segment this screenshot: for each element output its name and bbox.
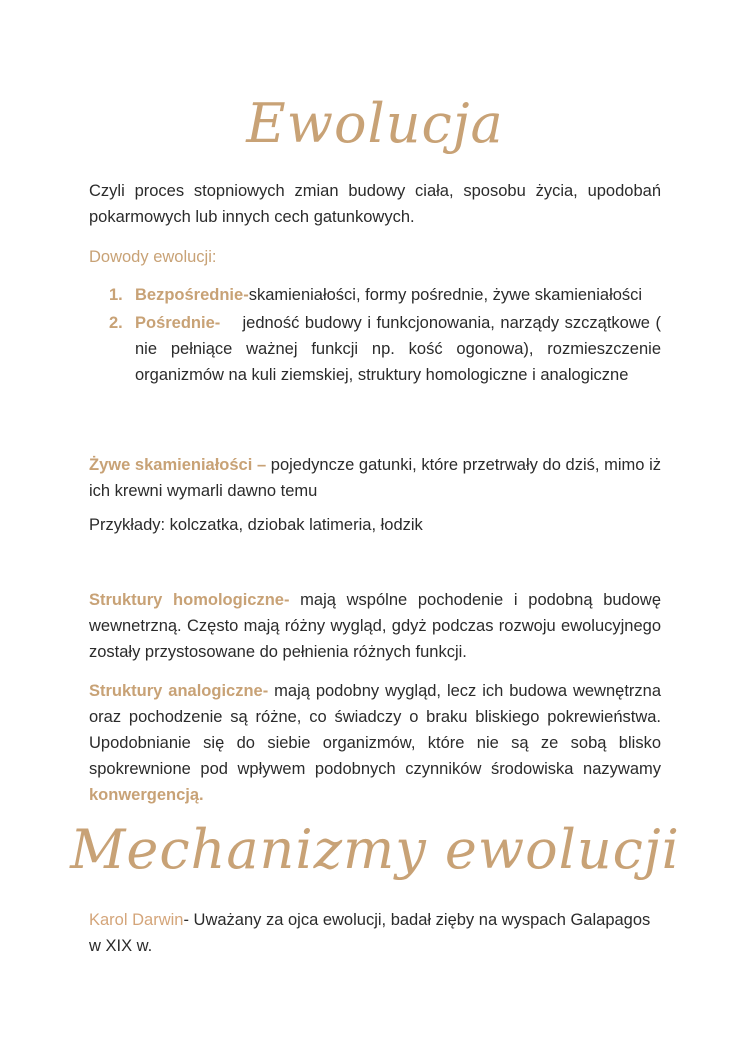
darwin-paragraph: [89, 907, 661, 959]
page-title: Ewolucja: [246, 92, 504, 155]
living-fossils-label: Żywe skamieniałości –: [89, 456, 267, 474]
homologous-text: mają wspólne pochodenie i podobną budowę wewnetrzną. Często mają różny wygląd, gdyż podczas rozwoju ewolucyjnego zostały przystosowane do pełnienia różnych funkcji.: [89, 591, 661, 661]
list-number: 1.: [109, 286, 123, 304]
living-fossils-text: pojedyncze gatunki, które przetrwały do dziś, mimo iż ich krewni wymarli dawno temu: [89, 456, 661, 500]
list-label: Pośrednie-: [135, 314, 221, 332]
evidence-list: [89, 282, 661, 388]
analogous-paragraph: [89, 678, 661, 808]
evidence-heading: Dowody ewolucji:: [89, 248, 217, 266]
list-item: [89, 310, 661, 388]
homologous-label: Struktury homologiczne-: [89, 591, 290, 609]
convergence-term: konwergencją.: [89, 786, 204, 804]
section-title: Mechanizmy ewolucji: [70, 818, 680, 881]
homologous-paragraph: [89, 587, 661, 665]
list-number: 2.: [109, 314, 123, 332]
intro-paragraph: Czyli proces stopniowych zmian budowy ciała, sposobu życia, upodobań pokarmowych lub innych cech gatunkowych.: [89, 182, 661, 226]
list-item: [89, 282, 661, 308]
list-label: Bezpośrednie-: [135, 286, 249, 304]
list-text: skamieniałości, formy pośrednie, żywe skamieniałości: [248, 286, 643, 304]
examples-paragraph: Przykłady: kolczatka, dziobak latimeria, łodzik: [89, 516, 423, 534]
list-text: jedność budowy i funkcjonowania, narządy szczątkowe ( nie pełniące ważnej funkcji np. kość ogonowa), rozmieszczenie organizmów na kuli ziemskiej, struktury homologiczne i analogiczne: [135, 314, 661, 384]
analogous-text: mają podobny wygląd, lecz ich budowa wewnętrzna oraz pochodzenie są różne, co świadczy o braku bliskiego pokrewieństwa. Upodobnianie się do siebie organizmów, które nie są ze sobą blisko spokrewnione pod wpływem podobnych czynników środowiska nazywamy: [89, 682, 661, 778]
darwin-name: Karol Darwin: [89, 911, 184, 929]
living-fossils-paragraph: [89, 452, 661, 504]
analogous-label: Struktury analogiczne-: [89, 682, 269, 700]
darwin-text: - Uważany za ojca ewolucji, badał zięby na wyspach Galapagos w XIX w.: [89, 911, 651, 955]
